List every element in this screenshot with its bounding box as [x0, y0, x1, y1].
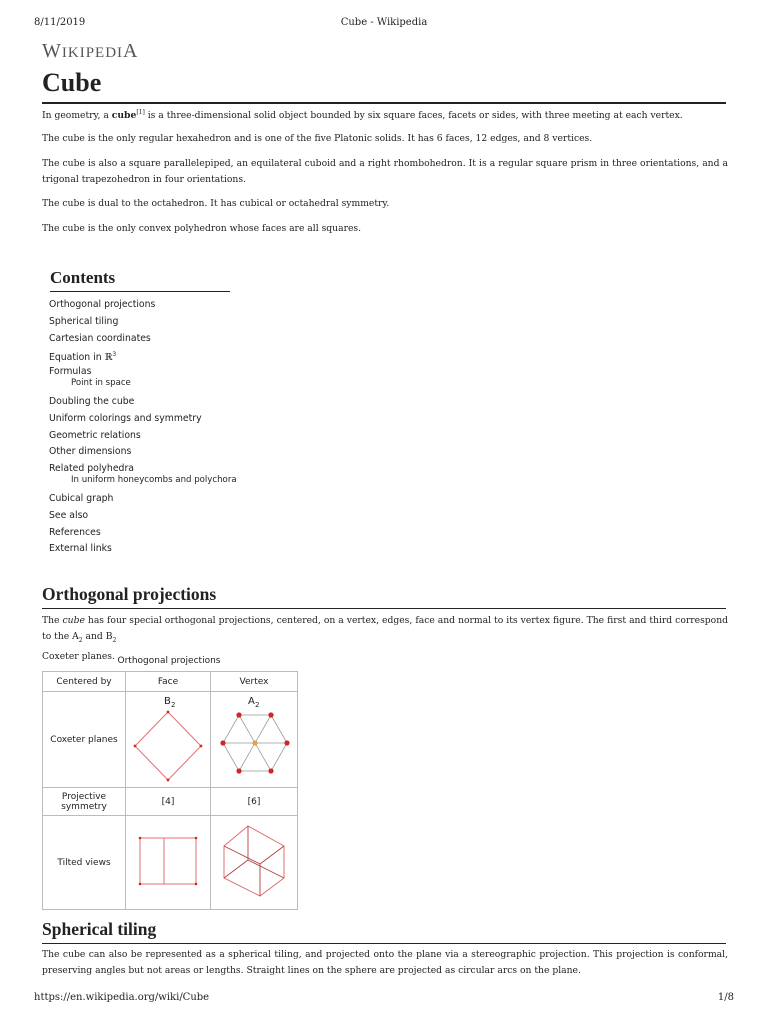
- svg-text:2: 2: [255, 701, 260, 709]
- toc-item[interactable]: Formulas: [49, 366, 92, 378]
- toc-item[interactable]: Cartesian coordinates: [49, 332, 151, 344]
- svg-text:B: B: [164, 696, 171, 707]
- table-header-face: Face: [126, 672, 211, 692]
- print-date: 8/11/2019: [34, 17, 86, 28]
- section-heading-orthogonal: Orthogonal projections: [42, 584, 726, 609]
- toc-item[interactable]: External links: [49, 543, 112, 555]
- paragraph-4: The cube is dual to the octahedron. It has cubical or octahedral symmetry.: [42, 198, 390, 209]
- intro-paragraph: In geometry, a cube[1] is a three-dimensional solid object bounded by six square faces, facets or sides, with three meeting at each vertex.: [42, 109, 683, 122]
- b2-projection-cell: [126, 692, 211, 788]
- row-label-symmetry: Projective symmetry: [43, 788, 126, 816]
- tilted-vertex-view[interactable]: [211, 816, 297, 906]
- page-title: Cube: [42, 66, 726, 104]
- orthogonal-paragraph: The cube has four special orthogonal projections, centered, on a vertex, edges, face and normal to its vertex figure. The first and third correspond to the $A_2$ and $B_2$ Coxeter planes.: [42, 615, 728, 662]
- a2-projection-cell: [211, 692, 298, 788]
- symmetry-face: [4]: [126, 788, 211, 816]
- print-url[interactable]: https://en.wikipedia.org/wiki/Cube: [34, 992, 210, 1003]
- wikipedia-logo[interactable]: WIKIPEDIA: [42, 40, 139, 62]
- section-heading-spherical: Spherical tiling: [42, 919, 726, 944]
- toc-subitem[interactable]: Point in space: [71, 377, 131, 388]
- row-label-coxeter: Coxeter planes: [43, 692, 126, 788]
- svg-text:A: A: [248, 696, 255, 707]
- toc-item[interactable]: Orthogonal projections: [49, 299, 156, 310]
- table-of-contents: [49, 297, 237, 558]
- toc-item[interactable]: Related polyhedra: [49, 463, 134, 475]
- paragraph-5: The cube is the only convex polyhedron whose faces are all squares.: [42, 223, 362, 234]
- toc-item[interactable]: Cubical graph: [49, 492, 114, 504]
- svg-text:2: 2: [171, 701, 176, 709]
- table-caption: Orthogonal projections: [117, 656, 221, 666]
- toc-item[interactable]: Other dimensions: [49, 446, 132, 458]
- projections-table: [42, 671, 298, 910]
- print-page-number: 1/8: [717, 992, 734, 1003]
- a2-hexagon-projection[interactable]: [211, 692, 297, 784]
- print-title: Cube - Wikipedia: [340, 17, 428, 28]
- symmetry-vertex: [6]: [211, 788, 298, 816]
- b2-square-projection[interactable]: [126, 692, 210, 784]
- toc-item[interactable]: References: [49, 526, 101, 538]
- tilted-vertex-cell: [211, 816, 298, 910]
- tilted-face-view[interactable]: [126, 816, 210, 906]
- toc-item[interactable]: Geometric relations: [49, 429, 141, 441]
- spherical-paragraph: The cube can also be represented as a spherical tiling, and projected onto the plane via a stereographic projection. This projection is conformal, preserving angles but not areas or lengths. Straight lines on the sphere are projected as circular arcs on the plane.: [42, 949, 728, 976]
- toc-item[interactable]: Doubling the cube: [49, 395, 135, 407]
- paragraph-2: The cube is the only regular hexahedron and is one of the five Platonic solids. It has 6 faces, 12 edges, and 8 vertices.: [42, 133, 593, 144]
- toc-item[interactable]: Spherical tiling: [49, 315, 119, 327]
- toc-item[interactable]: See also: [49, 509, 89, 521]
- toc-item[interactable]: Uniform colorings and symmetry: [49, 412, 202, 424]
- paragraph-3: The cube is also a square parallelepiped, an equilateral cuboid and a right rhombohedron. It is a regular square prism in three orientations, and a trigonal trapezohedron in four orientations.: [42, 158, 728, 185]
- contents-title: Contents: [50, 268, 230, 292]
- row-label-tilted: Tilted views: [43, 816, 126, 910]
- toc-subitem[interactable]: In uniform honeycombs and polychora: [71, 474, 237, 485]
- tilted-face-cell: [126, 816, 211, 910]
- table-header-vertex: Vertex: [211, 672, 298, 692]
- citation-link[interactable]: [1]: [136, 109, 145, 116]
- table-header-centered: Centered by: [43, 672, 126, 692]
- toc-item[interactable]: Equation in ℝ$^3$: [49, 351, 117, 364]
